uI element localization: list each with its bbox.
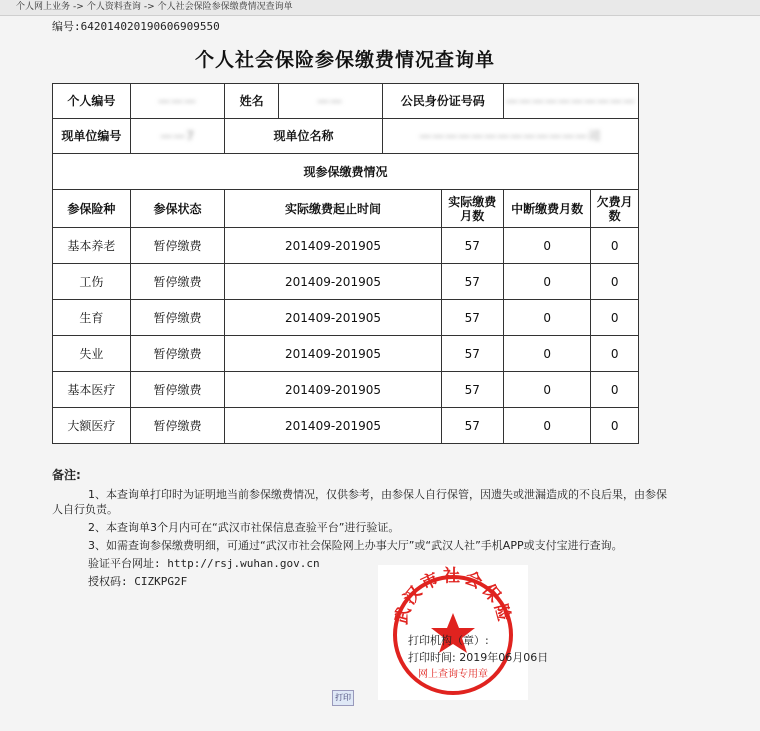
row-interrupted-months: 0 [503, 336, 590, 372]
row-paid-months: 57 [441, 264, 503, 300]
print-button[interactable]: 打印 [332, 690, 354, 706]
column-header-paid-months: 实际缴费月数 [441, 190, 503, 228]
contribution-table [52, 83, 639, 444]
note-1: 1、本查询单打印时为证明地当前参保缴费情况，仅供参考，由参保人自行保管，因遗失或泄漏造成的不良后果，由参保人自行负责。 [52, 488, 667, 516]
row-insurance-type: 基本医疗 [53, 372, 131, 408]
document-number: 编号:64201402019060690955​0 [52, 20, 220, 33]
row-insurance-type: 基本养老 [53, 228, 131, 264]
name-label: 姓名 [225, 84, 278, 119]
notes-heading: 备注: [52, 468, 81, 482]
note-3: 3、如需查询参保缴费明细，可通过“武汉市社会保险网上办事大厅”或“武汉人社”手机APP或支付宝进行查询。 [88, 539, 623, 552]
verify-url: 验证平台网址: http://rsj.wuhan.gov.cn [88, 557, 320, 570]
breadcrumb-item-online-services[interactable]: 个人网上业务 [16, 2, 71, 12]
notes-section [52, 468, 672, 592]
seal-org-text: 武汉市社会保险 [391, 566, 515, 627]
row-interrupted-months: 0 [503, 264, 590, 300]
table-row [53, 336, 639, 372]
auth-code: 授权码: CIZKPG2F [88, 575, 188, 588]
unit-name-label: 现单位名称 [225, 119, 382, 154]
row-period: 201409-201905 [225, 336, 441, 372]
print-agency: 打印机构（章）: [408, 634, 489, 647]
breadcrumb-item-profile-query[interactable]: 个人资料查询 [86, 2, 141, 12]
row-period: 201409-201905 [225, 408, 441, 444]
row-interrupted-months: 0 [503, 408, 590, 444]
note-2: 2、本查询单3个月内可在“武汉市社保信息查验平台”进行验证。 [88, 521, 400, 534]
table-row [53, 228, 639, 264]
row-owed-months: 0 [591, 228, 639, 264]
column-header-owed-months: 欠费月数 [591, 190, 639, 228]
row-status: 暂停缴费 [130, 336, 225, 372]
row-insurance-type: 生育 [53, 300, 131, 336]
person-id-value: ——— [158, 94, 198, 108]
row-paid-months: 57 [441, 372, 503, 408]
row-insurance-type: 工伤 [53, 264, 131, 300]
row-owed-months: 0 [591, 264, 639, 300]
row-paid-months: 57 [441, 336, 503, 372]
row-paid-months: 57 [441, 408, 503, 444]
column-header-period: 实际缴费起止时间 [225, 190, 441, 228]
row-insurance-type: 失业 [53, 336, 131, 372]
unit-id-label: 现单位编号 [53, 119, 131, 154]
breadcrumb-item-current-page[interactable]: 个人社会保险参保缴费情况查询单 [157, 2, 293, 12]
breadcrumb [0, 0, 760, 16]
print-time: 打印时间: 2019年06月06日 [408, 651, 549, 664]
column-header-status: 参保状态 [130, 190, 225, 228]
id-card-label: 公民身份证号码 [382, 84, 503, 119]
row-owed-months: 0 [591, 336, 639, 372]
table-row [53, 264, 639, 300]
unit-name-value: —————————————司 [419, 129, 602, 143]
breadcrumb-separator: -> [143, 2, 155, 12]
row-period: 201409-201905 [225, 300, 441, 336]
row-period: 201409-201905 [225, 228, 441, 264]
unit-id-value: ——7 [160, 129, 195, 143]
row-paid-months: 57 [441, 228, 503, 264]
row-status: 暂停缴费 [130, 264, 225, 300]
row-owed-months: 0 [591, 372, 639, 408]
breadcrumb-separator: -> [73, 2, 84, 12]
row-status: 暂停缴费 [130, 300, 225, 336]
row-insurance-type: 大额医疗 [53, 408, 131, 444]
row-owed-months: 0 [591, 300, 639, 336]
id-card-value: —————————— [505, 94, 636, 108]
row-interrupted-months: 0 [503, 300, 590, 336]
row-interrupted-months: 0 [503, 228, 590, 264]
table-row [53, 408, 639, 444]
person-id-label: 个人编号 [53, 84, 131, 119]
row-status: 暂停缴费 [130, 408, 225, 444]
column-header-insurance-type: 参保险种 [53, 190, 131, 228]
row-period: 201409-201905 [225, 372, 441, 408]
row-status: 暂停缴费 [130, 372, 225, 408]
column-header-interrupted-months: 中断缴费月数 [503, 190, 590, 228]
table-row [53, 300, 639, 336]
row-paid-months: 57 [441, 300, 503, 336]
row-status: 暂停缴费 [130, 228, 225, 264]
row-owed-months: 0 [591, 408, 639, 444]
page-title: 个人社会保险参保缴费情况查询单 [194, 49, 495, 71]
row-period: 201409-201905 [225, 264, 441, 300]
section-title: 现参保缴费情况 [53, 154, 639, 190]
name-value: —— [317, 94, 344, 108]
row-interrupted-months: 0 [503, 372, 590, 408]
seal-bottom-text: 网上查询专用章 [418, 669, 488, 680]
table-row [53, 372, 639, 408]
